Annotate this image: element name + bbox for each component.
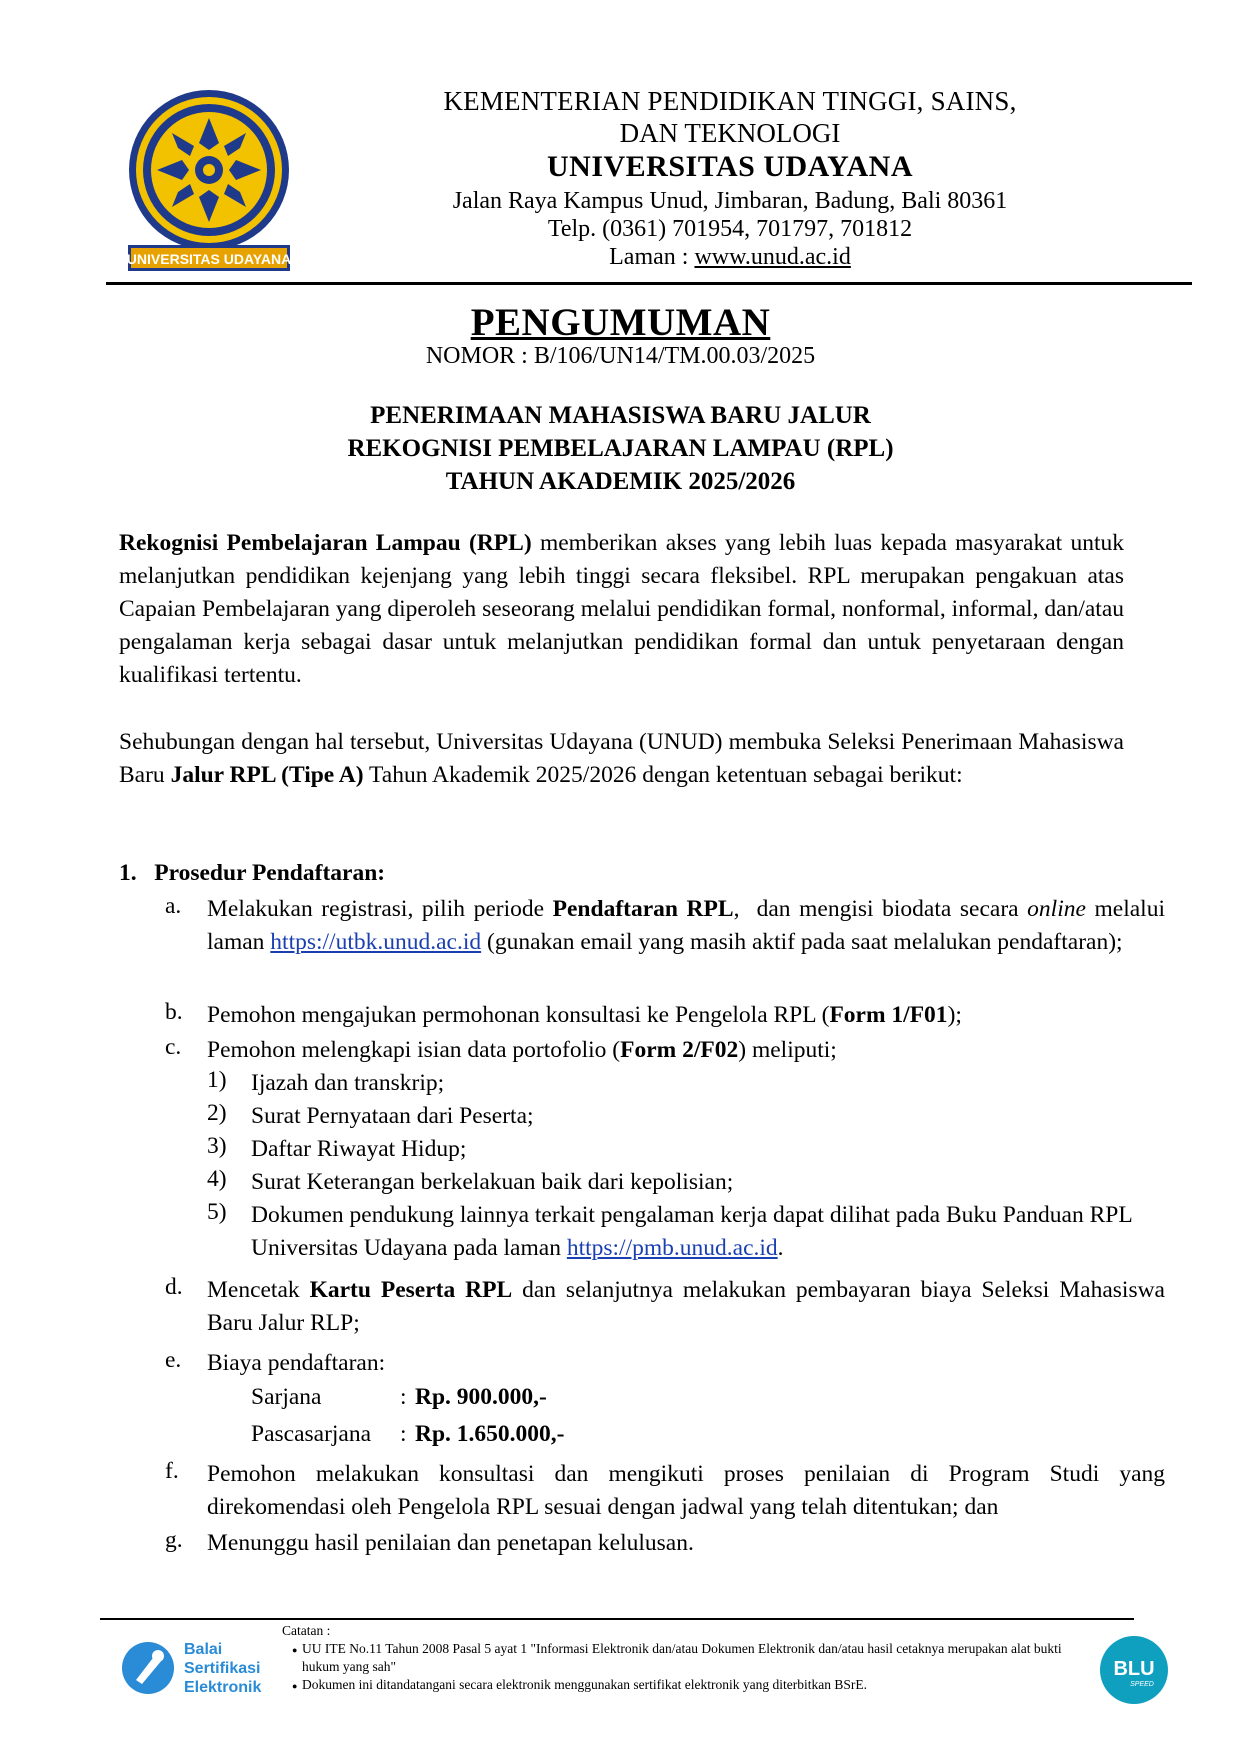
- context-post: Tahun Akademik 2025/2026 dengan ketentuan sebagai berikut:: [363, 762, 963, 788]
- context-bold: Jalur RPL (Tipe A): [170, 762, 364, 788]
- item-c-bold: Form 2/F02: [620, 1037, 739, 1063]
- bsre-line-2: Sertifikasi: [184, 1660, 261, 1677]
- blu-speed-logo: [1098, 1634, 1170, 1706]
- item-b-label: b.: [165, 999, 183, 1025]
- item-f-text: Pemohon melakukan konsultasi dan mengikuti proses penilaian di Program Studi yang direkomendasi oleh Pengelola RPL sesuai dengan jadwal yang telah ditentukan; dan: [207, 1461, 1165, 1520]
- header-website: [330, 244, 1130, 271]
- item-d-post: dan selanjutnya melakukan pembayaran biaya Seleksi Mahasiswa Baru Jalur RLP;: [207, 1277, 1165, 1336]
- item-d-bold: Kartu Peserta RPL: [309, 1277, 513, 1303]
- bsre-line-3: Elektronik: [184, 1679, 262, 1696]
- sub-item-1-text: Ijazah dan transkrip;: [251, 1070, 445, 1096]
- sub-item-5-body: Dokumen pendukung lainnya terkait pengalaman kerja dapat dilihat pada Buku Panduan RPL Universitas Udayana pada laman: [251, 1202, 1132, 1261]
- item-b-post: );: [947, 1002, 962, 1028]
- item-c-text: [207, 1034, 1165, 1067]
- fee-pascasarjana-amount: Rp. 1.650.000,-: [415, 1421, 565, 1447]
- item-d-label: d.: [165, 1274, 183, 1300]
- fee-sarjana-sep: :: [400, 1384, 413, 1410]
- sub-item-2-text: Surat Pernyataan dari Peserta;: [251, 1103, 534, 1129]
- website-label: Laman :: [609, 244, 695, 270]
- item-d-text: [207, 1274, 1165, 1340]
- item-b-pre: Pemohon mengajukan permohonan konsultasi ke Pengelola RPL (: [207, 1002, 830, 1028]
- item-b-text: [207, 999, 1165, 1032]
- fee-sarjana-name: Sarjana: [251, 1384, 322, 1410]
- header-divider: [106, 282, 1192, 285]
- footer-divider: [100, 1618, 1134, 1620]
- item-a-bold: Pendaftaran RPL: [552, 896, 734, 922]
- item-a-text: [207, 893, 1165, 959]
- item-e-label: e.: [165, 1347, 182, 1373]
- document-title: PENGUMUMAN: [470, 301, 771, 344]
- item-g-label: g.: [165, 1527, 183, 1553]
- item-a-mid: , dan mengisi biodata secara: [733, 896, 1028, 922]
- intro-bold: Rekognisi Pembelajaran Lampau (RPL): [119, 530, 532, 556]
- item-f-label: f.: [165, 1458, 179, 1484]
- footer-catatan: Catatan :: [282, 1623, 331, 1638]
- item-c-label: c.: [165, 1034, 182, 1060]
- item-c-pre: Pemohon melengkapi isian data portofolio (: [207, 1037, 621, 1063]
- pmb-link[interactable]: https://pmb.unud.ac.id: [566, 1235, 778, 1261]
- footer-note-2: ● Dokumen ini ditandatangani secara elektronik menggunakan sertifikat elektronik yang diterbitkan BSrE.: [292, 1676, 1102, 1694]
- item-a-label: a.: [165, 893, 182, 919]
- item-c-post: ) meliputi;: [738, 1037, 837, 1063]
- fee-sarjana-amount: Rp. 900.000,-: [415, 1384, 547, 1410]
- sub-item-3-text: Daftar Riwayat Hidup;: [251, 1136, 467, 1162]
- intro-paragraph: [119, 527, 1124, 692]
- header-address: Jalan Raya Kampus Unud, Jimbaran, Badung, Bali 80361: [452, 188, 1008, 214]
- sub-item-5-post: .: [777, 1235, 784, 1261]
- fee-pascasarjana-name: Pascasarjana: [251, 1421, 372, 1447]
- sub-item-2-number: 2): [207, 1100, 227, 1126]
- item-d-pre: Mencetak: [207, 1277, 310, 1303]
- university-logo: [124, 88, 294, 276]
- fee-pascasarjana-sep: :: [400, 1421, 413, 1447]
- sub-item-3-number: 3): [207, 1133, 227, 1159]
- sub-item-5-number: 5): [207, 1199, 227, 1225]
- blu-text: BLU: [1113, 1658, 1155, 1680]
- sub-item-4-number: 4): [207, 1166, 227, 1192]
- header-phone: Telp. (0361) 701954, 701797, 701812: [547, 216, 913, 242]
- item-b-bold: Form 1/F01: [829, 1002, 948, 1028]
- section-title: 1. Prosedur Pendaftaran:: [119, 860, 386, 886]
- context-paragraph: [119, 726, 1124, 792]
- sub-item-5-text: [251, 1199, 1151, 1265]
- heading-line-1: PENERIMAAN MAHASISWA BARU JALUR: [370, 402, 871, 429]
- header-university-name: UNIVERSITAS UDAYANA: [547, 150, 913, 183]
- intro-text: memberikan akses yang lebih luas kepada masyarakat untuk melanjutkan pendidikan kejenjang yang lebih tinggi secara fleksibel. RPL merupakan pengakuan atas Capaian Pembelajaran yang diperoleh seseorang melalui pendidikan formal, nonformal, informal, dan/atau pengalaman kerja sebagai dasar untuk melanjutkan pendidikan formal dan untuk penyetaraan dengan kualifikasi tertentu.: [119, 530, 1125, 688]
- item-a-pre: Melakukan registrasi, pilih periode: [207, 896, 553, 922]
- footer-note-1: ● UU ITE No.11 Tahun 2008 Pasal 5 ayat 1 "Informasi Elektronik dan/atau Dokumen Elektronik dan/atau hasil cetaknya merupakan alat bukti hukum yang sah": [292, 1640, 1102, 1676]
- sub-item-1-number: 1): [207, 1067, 227, 1093]
- blu-sub-text: SPEED: [1130, 1681, 1154, 1688]
- context-pre: Sehubungan dengan hal tersebut, Universitas Udayana (UNUD) membuka Seleksi Penerimaan Mahasiswa Baru: [119, 729, 1124, 788]
- header-ministry-line2: DAN TEKNOLOGI: [619, 118, 841, 148]
- item-a-post: (gunakan email yang masih aktif pada saat melalukan pendaftaran);: [481, 929, 1123, 955]
- item-g-text: Menunggu hasil penilaian dan penetapan kelulusan.: [207, 1530, 694, 1556]
- website-link[interactable]: www.unud.ac.id: [694, 244, 851, 270]
- item-a-mid2: melalui laman: [207, 896, 1165, 955]
- heading-line-2: REKOGNISI PEMBELAJARAN LAMPAU (RPL): [347, 435, 894, 462]
- header-ministry-line1: KEMENTERIAN PENDIDIKAN TINGGI, SAINS,: [443, 86, 1017, 116]
- footer-note-list: [282, 1640, 1102, 1694]
- item-a-italic: online: [1027, 896, 1086, 922]
- bsre-line-1: Balai: [184, 1641, 223, 1658]
- document-number: NOMOR : B/106/UN14/TM.00.03/2025: [425, 343, 816, 369]
- bsre-logo: [116, 1632, 276, 1702]
- heading-line-3: TAHUN AKADEMIK 2025/2026: [445, 468, 796, 495]
- item-e-text: Biaya pendaftaran:: [207, 1350, 386, 1376]
- logo-text: UNIVERSITAS UDAYANA: [126, 251, 292, 267]
- sub-item-4-text: Surat Keterangan berkelakuan baik dari kepolisian;: [251, 1169, 734, 1195]
- utbk-link[interactable]: https://utbk.unud.ac.id: [270, 929, 482, 955]
- footer-notes: [282, 1622, 1102, 1694]
